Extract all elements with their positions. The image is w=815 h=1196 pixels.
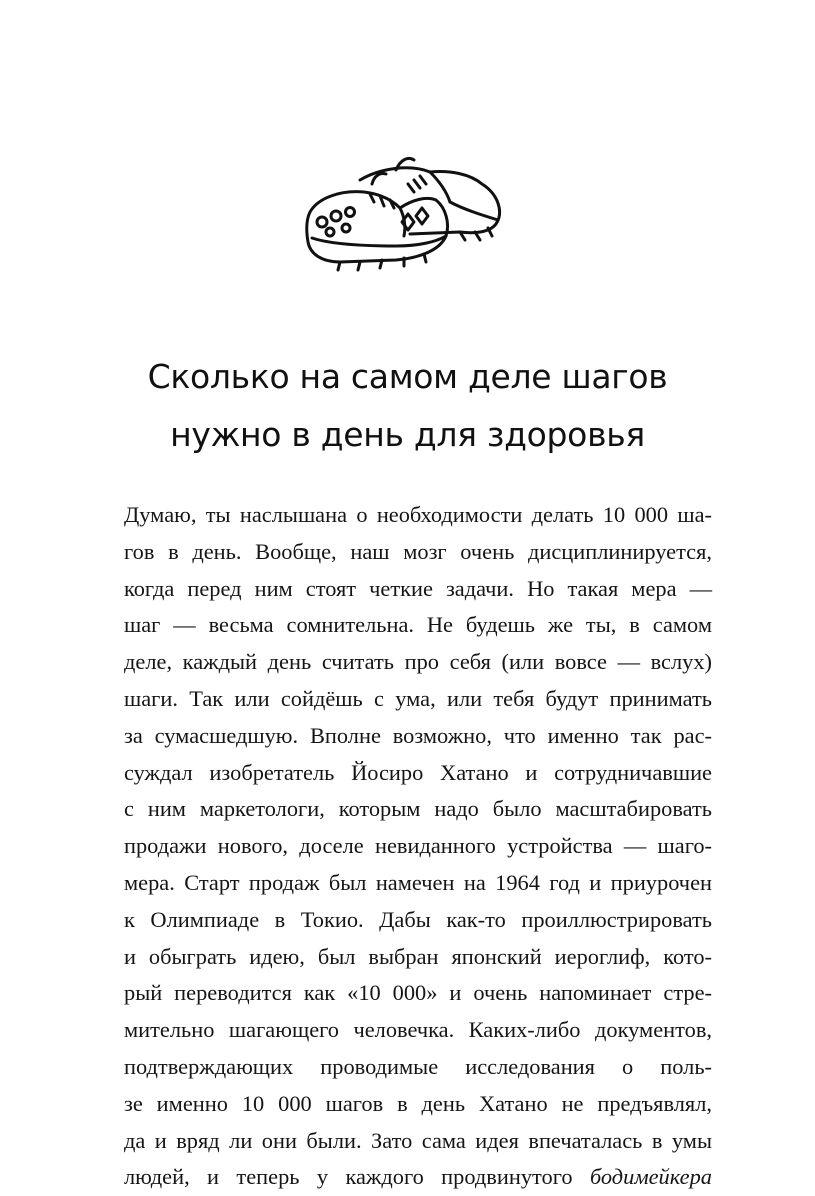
text-line: когда перед ним стоят четкие задачи. Но такая мера — [124,575,712,601]
section-heading [60,348,755,464]
text-line: с ним маркетологи, которым надо было масштабировать [124,796,712,822]
heading-line-1: Сколько на самом деле шагов [147,357,668,396]
text-line: деле, каждый день считать про себя (или вовсе — вслух) [124,649,712,675]
last-line-plain: людей, и теперь у каждого продвинутого [124,1164,573,1190]
text-line: гов в день. Вообще, наш мозг очень дисциплинируется, [124,538,712,564]
text-line: мительно шагающего человечка. Каких-либо документов, [124,1017,712,1043]
italic-term: бодимейкера [589,1164,712,1190]
text-line: и обыграть идею, был выбран японский иероглиф, кото- [124,943,712,969]
sneakers-icon [300,150,505,275]
text-line: рый переводится как «10 000» и очень напоминает стре- [124,980,712,1006]
text-line: шаг — весьма сомнительна. Не будешь же ты, в самом [124,612,712,638]
text-line: шаги. Так или сойдёшь с ума, или тебя будут принимать [124,685,712,711]
text-line: за сумасшедшую. Вполне возможно, что именно так рас- [124,722,712,748]
text-line: подтверждающих проводимые исследования о поль- [124,1053,712,1079]
text-line-last [124,1159,712,1196]
heading-line-2: нужно в день для здоровья [170,415,645,454]
text-line: зе именно 10 000 шагов в день Хатано не предъявлял, [124,1090,712,1116]
text-line: продажи нового, доселе невиданного устройства — шаго- [124,833,712,859]
text-line: да и вряд ли они были. Зато сама идея впечаталась в умы [124,1127,712,1153]
text-line: мера. Старт продаж был намечен на 1964 год и приурочен [124,869,712,895]
text-line: к Олимпиаде в Токио. Дабы как-то проиллюстрировать [124,906,712,932]
body-paragraph [124,497,712,1196]
text-line: Думаю, ты наслышана о необходимости делать 10 000 ша- [124,502,712,527]
text-line: суждал изобретатель Йосиро Хатано и сотрудничавшие [124,759,712,785]
